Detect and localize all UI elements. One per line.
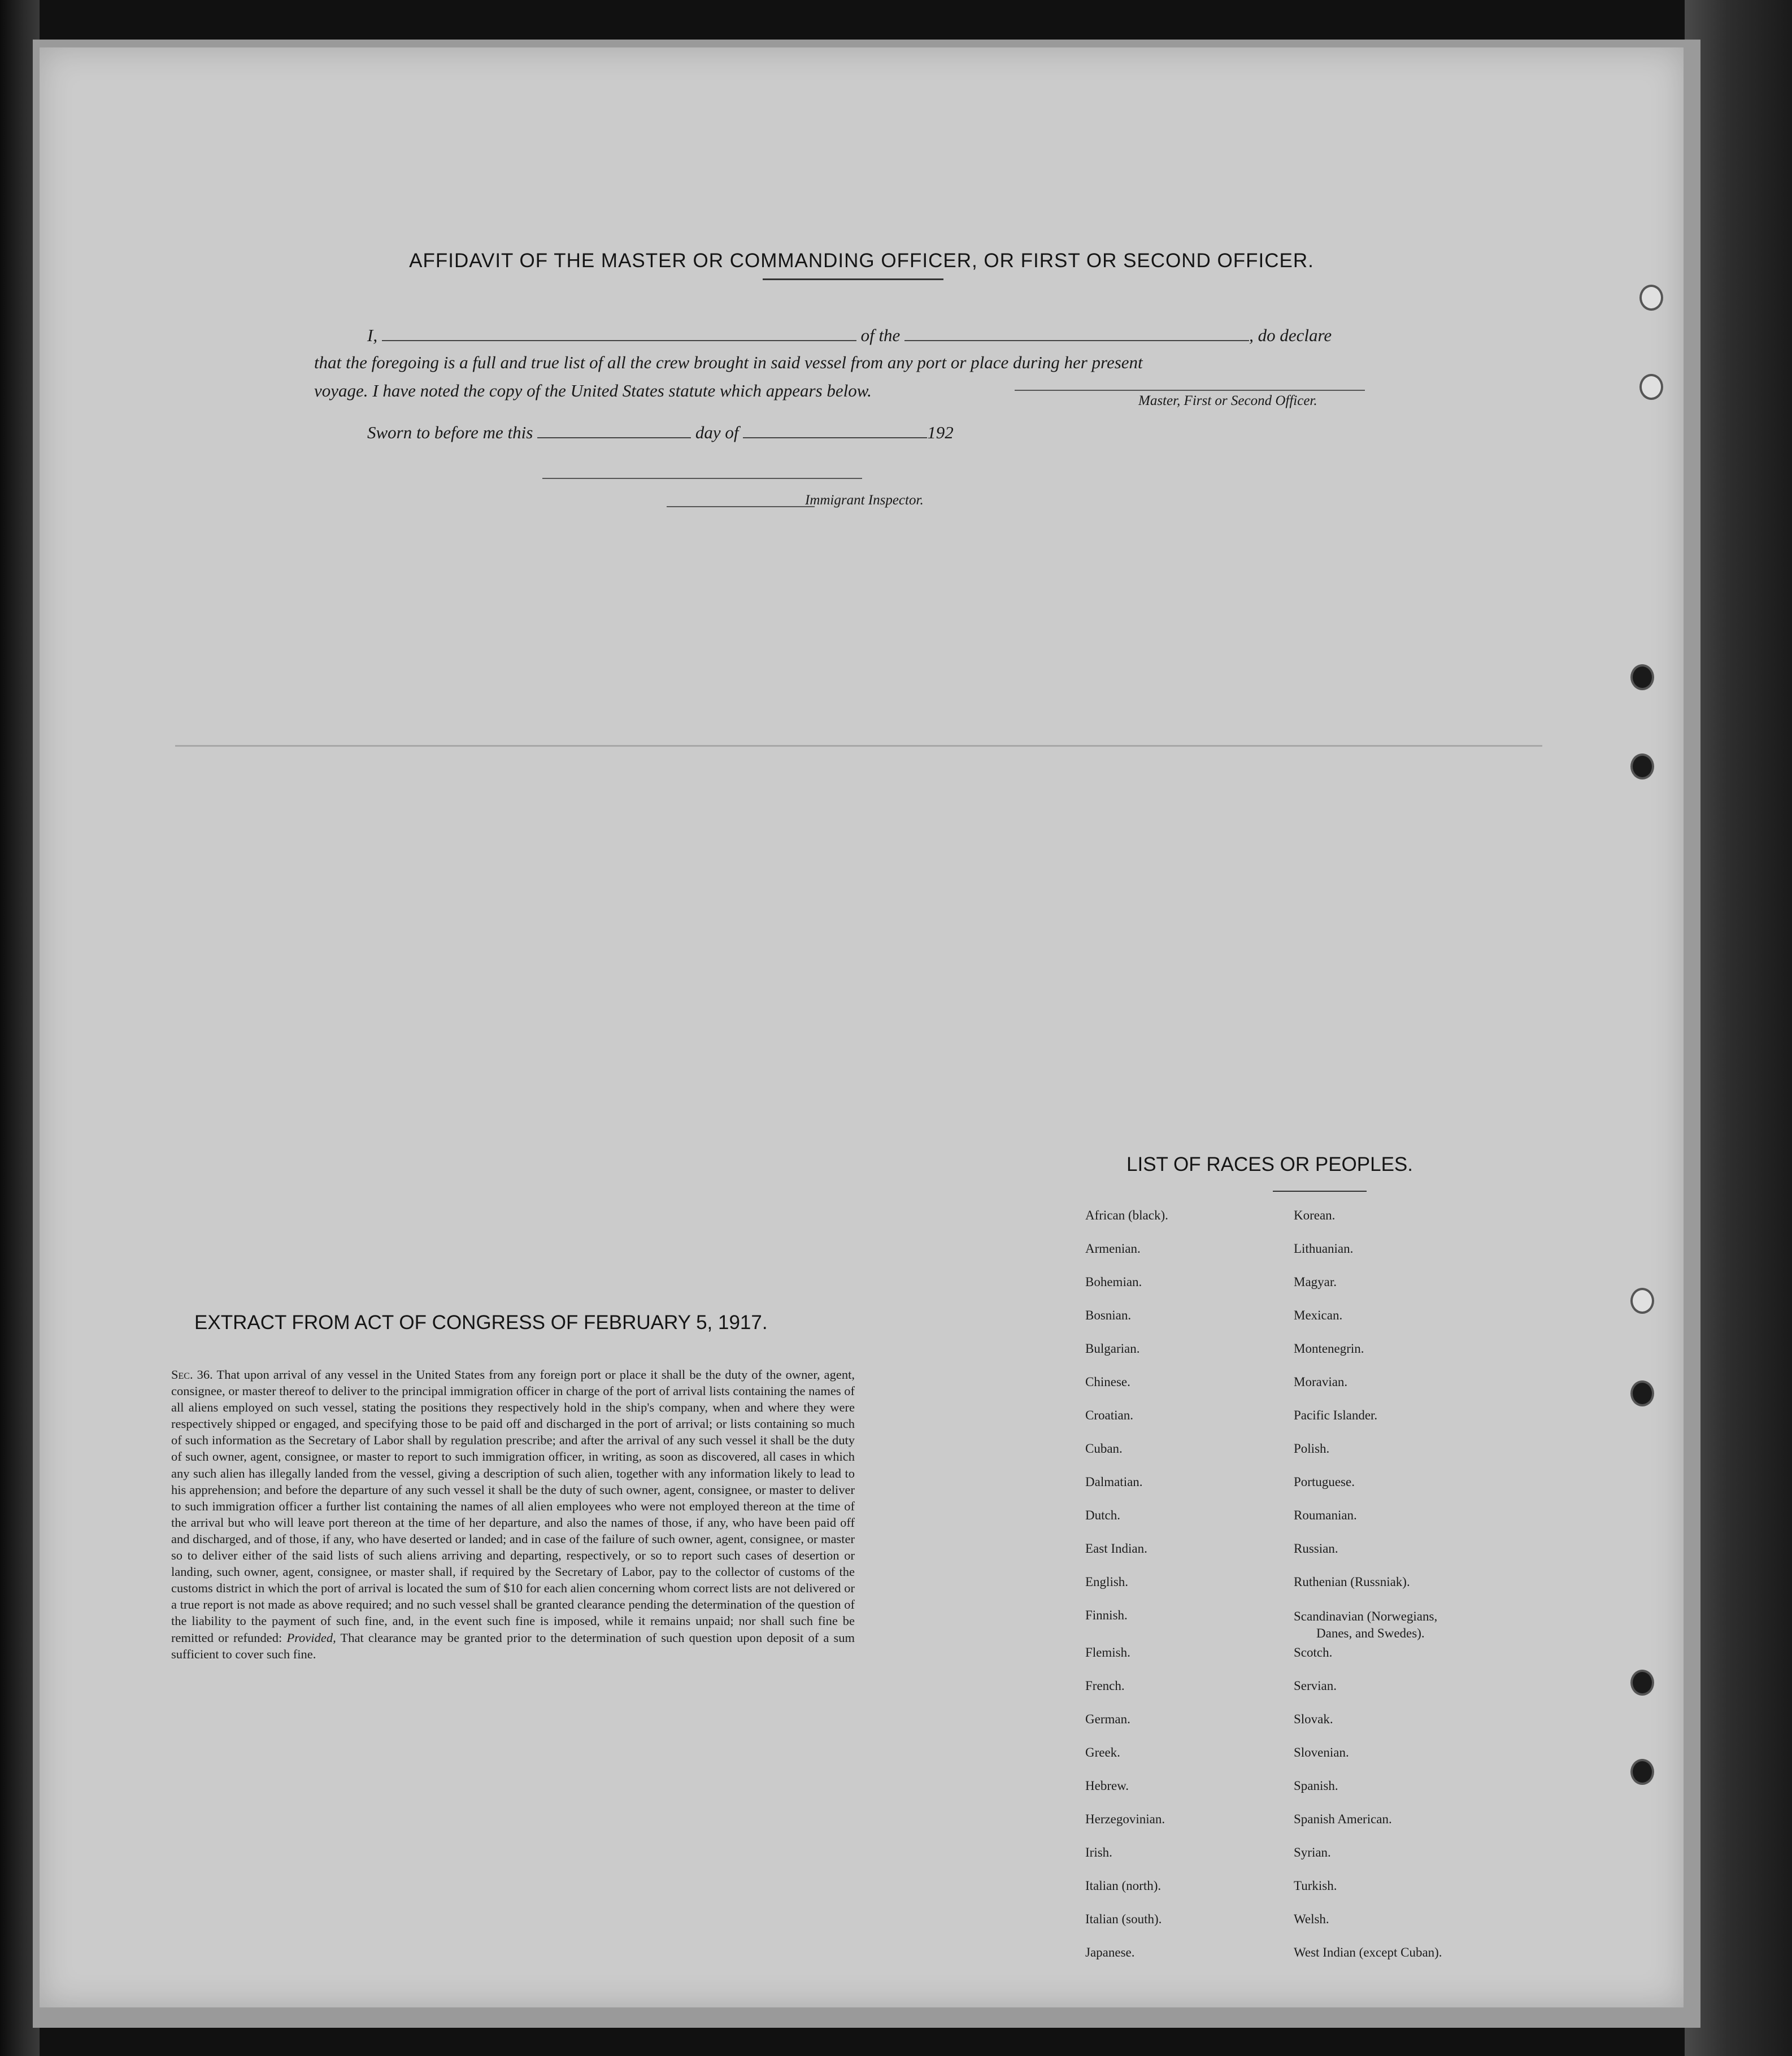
punch-hole xyxy=(1630,1759,1654,1785)
race-item: Welsh. xyxy=(1294,1912,1329,1926)
race-item: Roumanian. xyxy=(1294,1508,1357,1522)
punch-hole xyxy=(1630,753,1654,779)
race-item: Greek. xyxy=(1085,1745,1120,1759)
race-item: Lithuanian. xyxy=(1294,1242,1354,1256)
race-item: Polish. xyxy=(1294,1441,1330,1456)
race-item: East Indian. xyxy=(1085,1541,1147,1556)
declare-text: , do declare xyxy=(1249,325,1332,345)
day-of-text: day of xyxy=(695,422,739,442)
title-underline xyxy=(763,278,943,280)
race-item: Turkish. xyxy=(1294,1879,1337,1893)
section-label: Sec. 36. xyxy=(171,1367,213,1382)
race-item: Croatian. xyxy=(1085,1408,1133,1422)
race-item: Chinese. xyxy=(1085,1375,1130,1389)
sworn-month-field[interactable] xyxy=(743,420,927,438)
sworn-day-field[interactable] xyxy=(537,420,691,438)
sworn-line xyxy=(367,420,954,443)
race-item: Italian (south). xyxy=(1085,1912,1162,1926)
race-item: Herzegovinian. xyxy=(1085,1812,1165,1826)
inspector-label: Immigrant Inspector. xyxy=(805,493,924,508)
punch-hole xyxy=(1639,374,1663,400)
race-item: Syrian. xyxy=(1294,1845,1331,1859)
affidavit-line-2: that the foregoing is a full and true list of all the crew brought in said vessel from any port or place during her present xyxy=(314,352,1143,372)
inspector-underline xyxy=(667,506,815,507)
affidavit-line-3: voyage. I have noted the copy of the United States statute which appears below. xyxy=(314,381,872,400)
punch-hole xyxy=(1630,1670,1654,1696)
races-title-underline xyxy=(1273,1191,1367,1192)
race-item: Spanish. xyxy=(1294,1779,1338,1793)
race-item: German. xyxy=(1085,1712,1130,1726)
bleed-through-header xyxy=(209,155,1678,217)
race-item: Armenian. xyxy=(1085,1242,1141,1256)
declarant-name-field[interactable] xyxy=(382,323,856,341)
scan-border-right xyxy=(1685,0,1792,2056)
signature-label: Master, First or Second Officer. xyxy=(1138,393,1317,408)
bleed-through-rule xyxy=(175,745,1542,747)
race-item: Hebrew. xyxy=(1085,1779,1129,1793)
statute-body-2: That clearance may be granted prior to the determination of such question upon deposit of a sum sufficient to cover such fine. xyxy=(171,1630,855,1661)
year-prefix: 192 xyxy=(927,422,954,442)
race-item: Ruthenian (Russniak). xyxy=(1294,1575,1410,1589)
punch-hole xyxy=(1630,1380,1654,1406)
signature-line[interactable] xyxy=(1015,390,1365,391)
punch-hole xyxy=(1630,1288,1654,1314)
race-item: Montenegrin. xyxy=(1294,1341,1364,1356)
race-item: Spanish American. xyxy=(1294,1812,1392,1826)
of-the-text: of the xyxy=(860,325,901,345)
race-item: West Indian (except Cuban). xyxy=(1294,1945,1442,1959)
race-item: Moravian. xyxy=(1294,1375,1348,1389)
races-column-1 xyxy=(1085,1208,1168,1979)
statute-text xyxy=(171,1366,855,1662)
race-item: Cuban. xyxy=(1085,1441,1123,1456)
race-item: Slovak. xyxy=(1294,1712,1333,1726)
race-item: Scotch. xyxy=(1294,1645,1333,1659)
race-item: Bosnian. xyxy=(1085,1308,1132,1322)
race-item: Finnish. xyxy=(1085,1608,1128,1622)
affidavit-title: AFFIDAVIT OF THE MASTER OR COMMANDING OFFICER, OR FIRST OR SECOND OFFICER. xyxy=(409,250,1314,272)
race-item: Servian. xyxy=(1294,1679,1337,1693)
race-item: French. xyxy=(1085,1679,1125,1693)
vessel-name-field[interactable] xyxy=(904,323,1249,341)
race-item: Mexican. xyxy=(1294,1308,1343,1322)
race-item: Scandinavian (Norwegians, xyxy=(1294,1609,1438,1623)
races-title: LIST OF RACES OR PEOPLES. xyxy=(1126,1153,1413,1175)
race-item: Korean. xyxy=(1294,1208,1336,1222)
race-item: Bulgarian. xyxy=(1085,1341,1140,1356)
declarant-prefix: I, xyxy=(367,325,378,345)
race-item: Dalmatian. xyxy=(1085,1475,1143,1489)
race-item: Slovenian. xyxy=(1294,1745,1349,1759)
extract-title: EXTRACT FROM ACT OF CONGRESS OF FEBRUARY 5, 1917. xyxy=(194,1312,768,1334)
race-item: Japanese. xyxy=(1085,1945,1135,1959)
race-item: Danes, and Swedes). xyxy=(1316,1626,1425,1640)
race-item: Irish. xyxy=(1085,1845,1112,1859)
race-item: English. xyxy=(1085,1575,1129,1589)
punch-hole xyxy=(1639,285,1663,311)
race-item: Magyar. xyxy=(1294,1275,1337,1289)
document-page xyxy=(40,47,1684,2007)
race-item: African (black). xyxy=(1085,1208,1168,1222)
sworn-prefix: Sworn to before me this xyxy=(367,422,533,442)
race-item: Flemish. xyxy=(1085,1645,1130,1659)
race-item: Italian (north). xyxy=(1085,1879,1162,1893)
race-item: Bohemian. xyxy=(1085,1275,1142,1289)
punch-hole xyxy=(1630,664,1654,690)
race-item: Portuguese. xyxy=(1294,1475,1355,1489)
race-item: Russian. xyxy=(1294,1541,1338,1556)
statute-body-1: That upon arrival of any vessel in the United States from any foreign port or place it shall be the duty of the owner, agent, consignee, or master thereof to deliver to the principal immigration officer in charge of the port of arrival lists containing the names of all aliens employed on such vessel, stating the positions they respectively hold in the ship's company, when and where they were respectively shipped or engaged, and specifying those to be paid off and discharged in the port of arrival; or lists containing so much of such information as the Secretary of Labor shall by regulation prescribe; and after the arrival of any such vessel it shall be the duty of such owner, agent, consignee, or master to report to such immigration officer, in writing, as soon as discovered, all cases in which any such alien has illegally landed from the vessel, giving a description of such alien, together with any information likely to lead to his apprehension; and before the departure of any such vessel it shall be the duty of such owner, agent, consignee, or master to deliver to such immigration officer a further list containing the names of all alien employees who were not employed thereon at the time of the arrival but who will leave port thereon at the time of her departure, and also the names of those, if any, who have been paid off and discharged, and of those, if any, who have deserted or landed; and in case of the failure of such owner, agent, consignee, or master so to deliver either of the said lists of such aliens arriving and departing, respectively, or so to report such cases of desertion or landing, such owner, agent, consignee, or master shall, if required by the Secretary of Labor, pay to the collector of customs of the customs district in which the port of arrival is located the sum of $10 for each alien concerning whom correct lists are not delivered or a true report is not made as above required; and no such vessel shall be granted clearance pending the determination of the question of the liability to the payment of such fine, and, in the event such fine is imposed, while it remains unpaid; nor shall such fine be remitted or refunded: xyxy=(171,1367,855,1645)
affidavit-line-1 xyxy=(367,323,1332,346)
inspector-line[interactable] xyxy=(542,478,862,479)
provided-word: Provided, xyxy=(286,1630,336,1645)
race-item: Pacific Islander. xyxy=(1294,1408,1378,1422)
race-item: Dutch. xyxy=(1085,1508,1120,1522)
races-column-2 xyxy=(1294,1208,1442,1979)
